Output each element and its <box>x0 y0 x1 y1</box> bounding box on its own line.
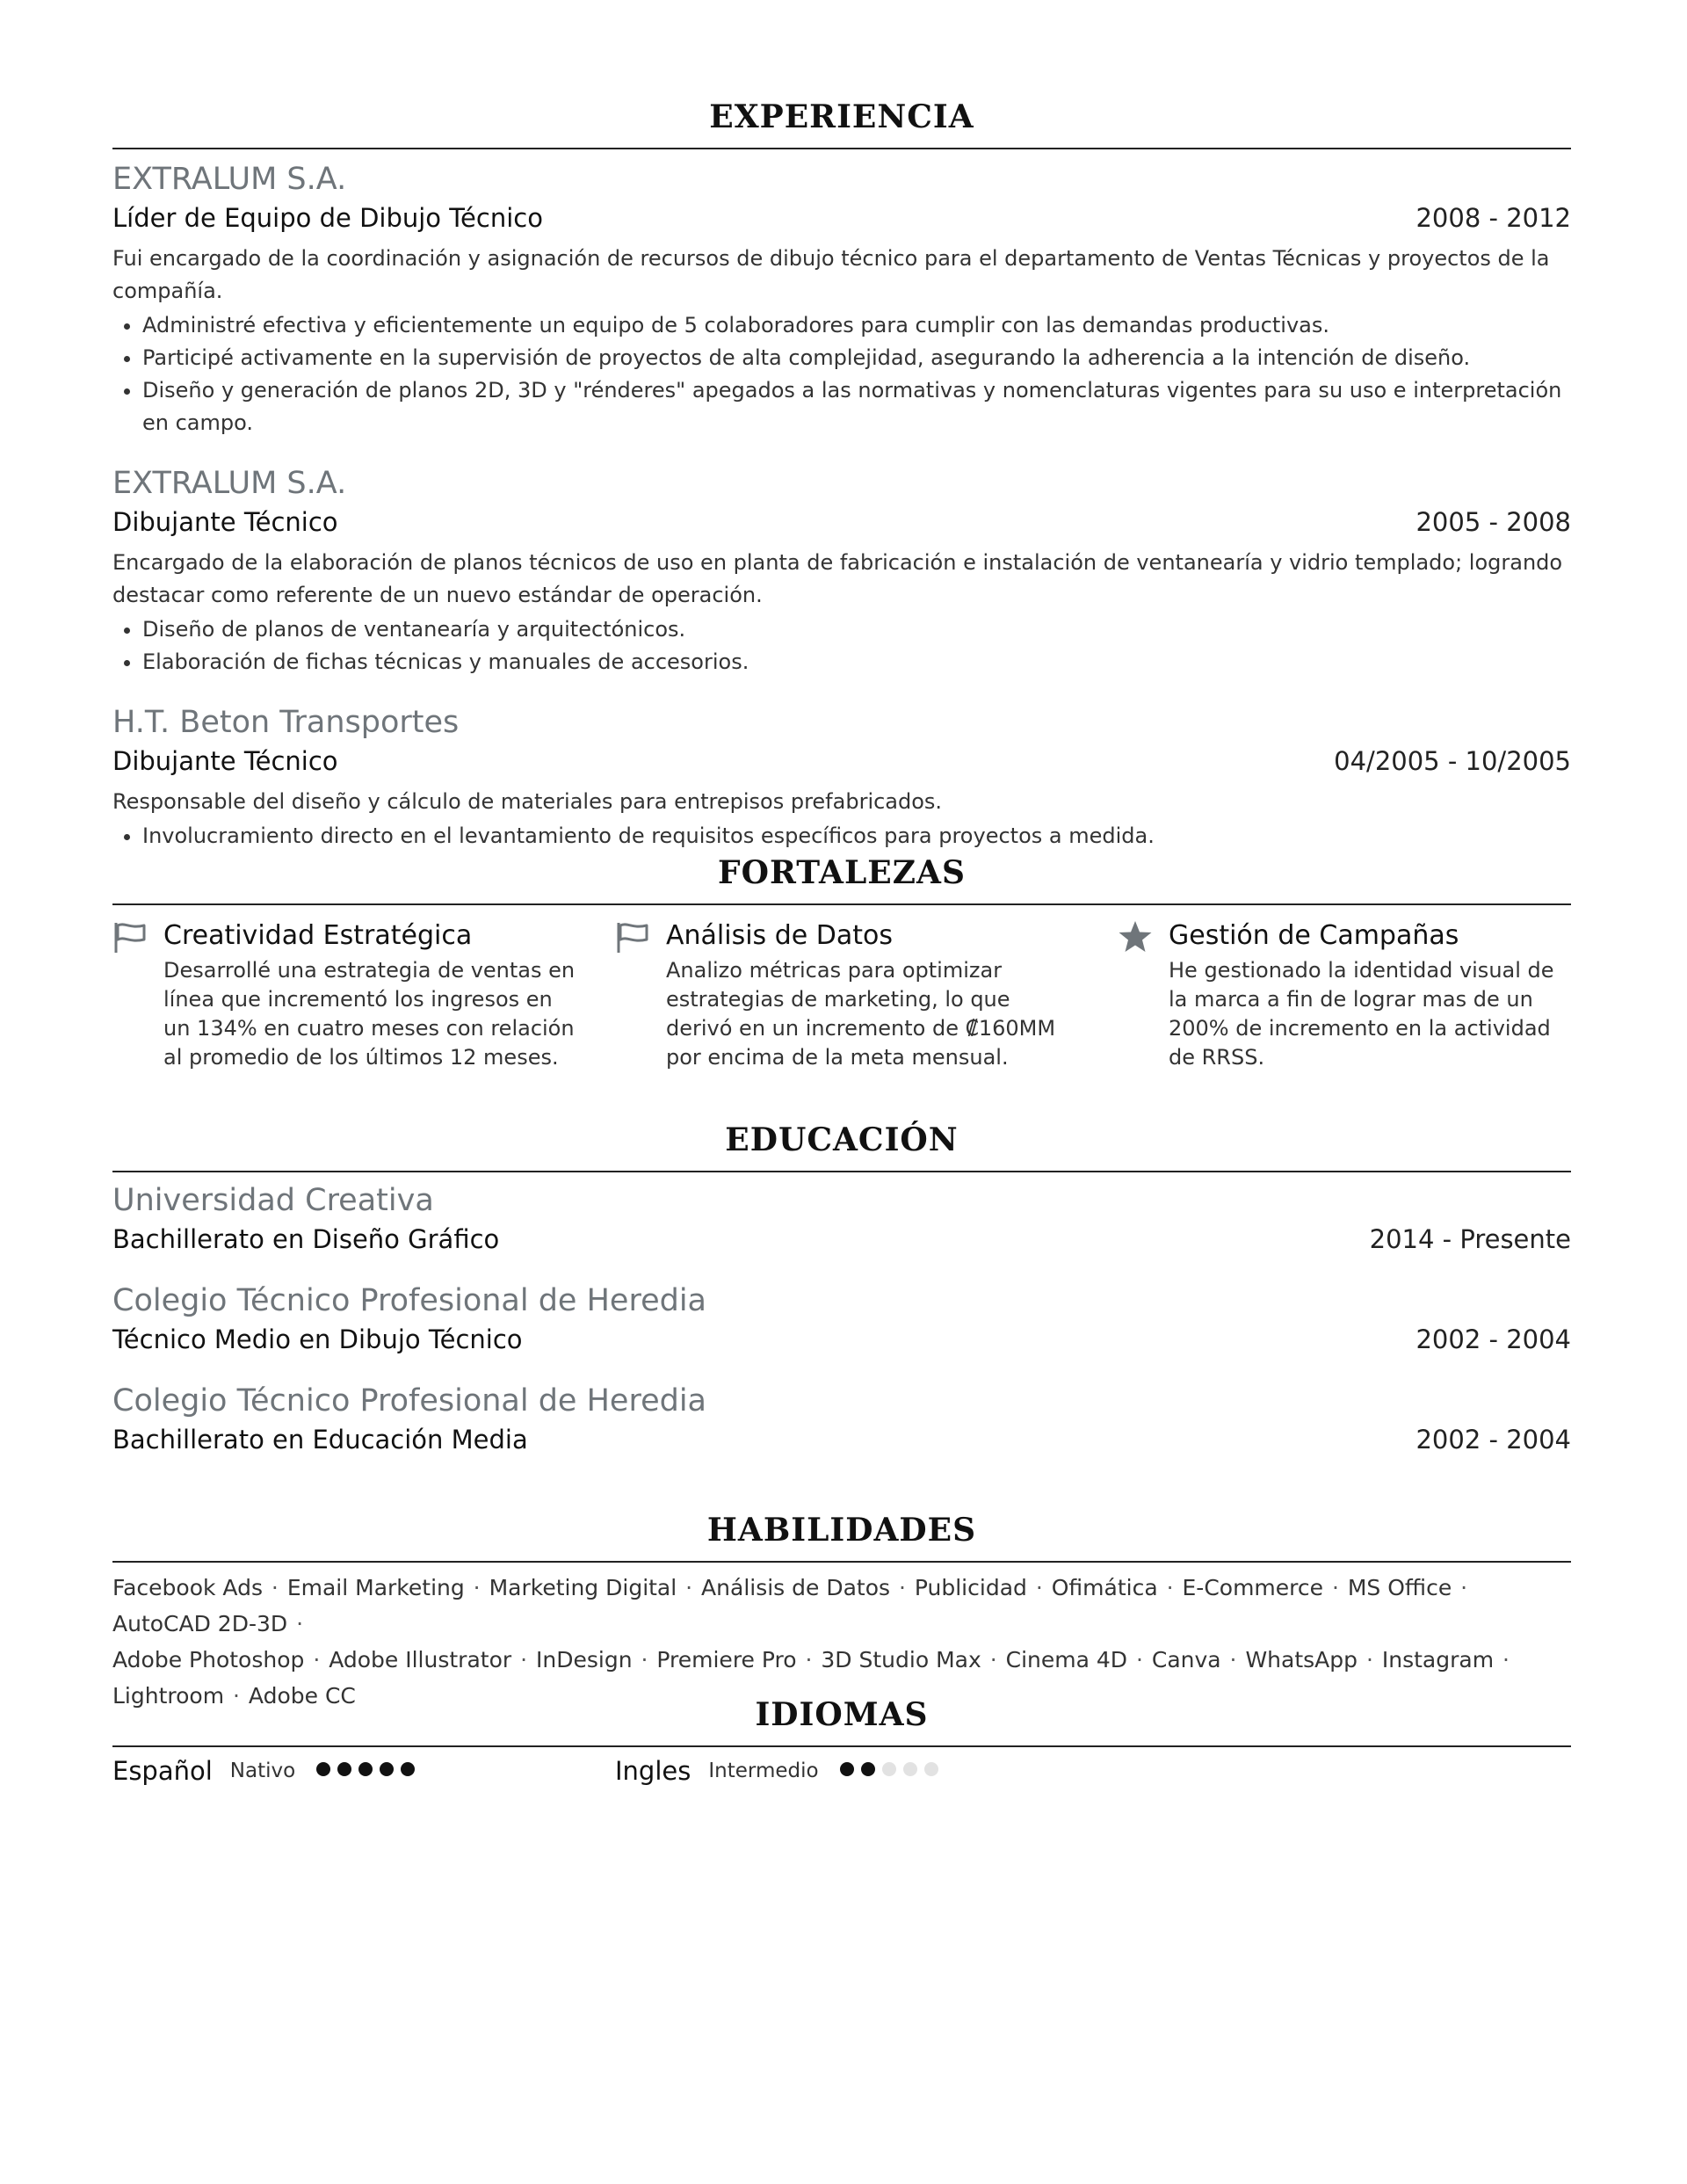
education-item <box>112 1382 1571 1459</box>
job-bullets <box>112 309 1571 439</box>
school-name: Colegio Técnico Profesional de Heredia <box>112 1283 706 1318</box>
job-dates: 2005 - 2008 <box>1415 507 1571 537</box>
skill-item: Publicidad <box>914 1575 1027 1600</box>
strengths-section <box>112 854 1571 1072</box>
company-name: H.T. Beton Transportes <box>112 705 460 740</box>
skill-separator: · <box>798 1647 820 1672</box>
language-rating <box>316 1762 422 1780</box>
section-title-idiomas: IDIOMAS <box>112 1696 1571 1747</box>
rating-dot-empty <box>924 1762 938 1776</box>
degree-name: Bachillerato en Diseño Gráfico <box>112 1224 500 1254</box>
language-level: Nativo <box>229 1760 296 1782</box>
rating-dot-empty <box>882 1762 896 1776</box>
skill-item: Adobe Photoshop <box>112 1647 305 1672</box>
language-item <box>112 1756 615 1786</box>
skill-separator: · <box>306 1647 328 1672</box>
school-name: Universidad Creativa <box>112 1183 434 1218</box>
job-bullets <box>112 820 1571 853</box>
strength-title: Análisis de Datos <box>666 920 893 951</box>
rating-dot-filled <box>380 1762 394 1776</box>
job-dates: 2008 - 2012 <box>1415 203 1571 233</box>
skill-separator: · <box>1359 1647 1380 1672</box>
language-name: Español <box>112 1756 213 1786</box>
bullet-item: • Diseño de planos de ventanearía y arquitectónicos. <box>142 613 1571 646</box>
section-title-habilidades: HABILIDADES <box>112 1512 1571 1563</box>
skill-separator: · <box>1325 1575 1346 1600</box>
job-dates: 04/2005 - 10/2005 <box>1334 746 1571 776</box>
strength-description: Desarrollé una estrategia de ventas en línea que incrementó los ingresos en un 134% en cuatro meses con relación al promedio de los últimos 12 meses. <box>163 958 576 1070</box>
job-bullets <box>112 613 1571 678</box>
skill-separator: · <box>1495 1647 1510 1672</box>
skill-separator: · <box>1159 1575 1181 1600</box>
skill-item: Email Marketing <box>286 1575 465 1600</box>
strength-description: Analizo métricas para optimizar estrategias de marketing, lo que derivó en un incremento de ₡160MM por encima de la meta mensual. <box>666 958 1056 1070</box>
experience-item <box>112 703 1571 853</box>
skill-item: WhatsApp <box>1245 1647 1358 1672</box>
skill-separator: · <box>513 1647 534 1672</box>
strength-item <box>1118 918 1571 1072</box>
skill-separator: · <box>1129 1647 1150 1672</box>
job-title: Dibujante Técnico <box>112 507 338 537</box>
section-title-educacion: EDUCACIÓN <box>112 1121 1571 1172</box>
skill-item: InDesign <box>536 1647 633 1672</box>
education-section <box>112 1121 1571 1459</box>
rating-dot-filled <box>316 1762 330 1776</box>
languages-section <box>112 1696 1571 1786</box>
experience-item <box>112 160 1571 439</box>
skill-item: AutoCAD 2D-3D <box>112 1611 288 1636</box>
skill-item: Lightroom <box>112 1683 225 1709</box>
skill-item: Canva <box>1151 1647 1221 1672</box>
company-name: EXTRALUM S.A. <box>112 466 347 501</box>
strength-description: He gestionado la identidad visual de la marca a fin de lograr mas de un 200% de incremento en la actividad de RRSS. <box>1169 958 1554 1070</box>
rating-dot-filled <box>401 1762 415 1776</box>
job-description: Responsable del diseño y cálculo de materiales para entrepisos prefabricados. <box>112 789 943 814</box>
skill-separator: · <box>1453 1575 1468 1600</box>
rating-dot-filled <box>337 1762 351 1776</box>
skill-separator: · <box>1028 1575 1050 1600</box>
job-description: Fui encargado de la coordinación y asignación de recursos de dibujo técnico para el departamento de Ventas Técnicas y proyectos de la compañía. <box>112 246 1550 303</box>
skill-separator: · <box>634 1647 655 1672</box>
bullet-item: • Involucramiento directo en el levantamiento de requisitos específicos para proyectos a medida. <box>142 820 1571 853</box>
job-title: Dibujante Técnico <box>112 746 338 776</box>
company-name: EXTRALUM S.A. <box>112 162 347 197</box>
education-dates: 2002 - 2004 <box>1415 1324 1571 1354</box>
school-name: Colegio Técnico Profesional de Heredia <box>112 1383 706 1419</box>
bullet-item: • Administré efectiva y eficientemente un equipo de 5 colaboradores para cumplir con las demandas productivas. <box>142 309 1571 342</box>
strength-title: Gestión de Campañas <box>1169 920 1459 951</box>
degree-name: Técnico Medio en Dibujo Técnico <box>112 1324 523 1354</box>
bullet-item: • Elaboración de fichas técnicas y manuales de accesorios. <box>142 646 1571 678</box>
strength-title: Creatividad Estratégica <box>163 920 473 951</box>
skill-item: E-Commerce <box>1182 1575 1324 1600</box>
rating-dot-filled <box>840 1762 854 1776</box>
skill-separator: · <box>264 1575 286 1600</box>
languages-list <box>112 1756 1571 1786</box>
skill-item: Instagram <box>1381 1647 1495 1672</box>
skills-section <box>112 1512 1571 1714</box>
skill-separator: · <box>226 1683 247 1709</box>
skill-item: Análisis de Datos <box>701 1575 891 1600</box>
skill-separator: · <box>892 1575 913 1600</box>
skill-item: MS Office <box>1347 1575 1452 1600</box>
education-item <box>112 1281 1571 1359</box>
language-item <box>615 1756 1118 1786</box>
language-level: Intermedio <box>708 1760 819 1782</box>
experience-item <box>112 464 1571 678</box>
skill-item: Premiere Pro <box>656 1647 797 1672</box>
language-rating <box>840 1762 945 1780</box>
section-title-fortalezas: FORTALEZAS <box>112 854 1571 905</box>
star-icon <box>1118 918 1169 1072</box>
job-title: Líder de Equipo de Dibujo Técnico <box>112 203 543 233</box>
skill-separator: · <box>466 1575 488 1600</box>
experience-section <box>112 98 1571 853</box>
skill-item: Cinema 4D <box>1005 1647 1128 1672</box>
rating-dot-filled <box>358 1762 373 1776</box>
job-description: Encargado de la elaboración de planos técnicos de uso en planta de fabricación e instalación de ventanearía y vidrio templado; logrando destacar como referente de un nuevo estándar de operación. <box>112 550 1563 607</box>
skill-separator: · <box>1222 1647 1244 1672</box>
skills-list <box>112 1570 1571 1714</box>
education-item <box>112 1181 1571 1259</box>
language-name: Ingles <box>615 1756 691 1786</box>
rating-dot-filled <box>861 1762 875 1776</box>
flag-icon <box>112 918 163 1072</box>
section-title-experiencia: EXPERIENCIA <box>112 98 1571 149</box>
skill-item: Ofimática <box>1051 1575 1158 1600</box>
skill-separator: · <box>982 1647 1004 1672</box>
education-dates: 2002 - 2004 <box>1415 1425 1571 1455</box>
skill-item: Adobe CC <box>248 1683 356 1709</box>
education-dates: 2014 - Presente <box>1369 1224 1571 1254</box>
skill-item: 3D Studio Max <box>821 1647 981 1672</box>
strength-item <box>112 918 615 1072</box>
strengths-grid <box>112 918 1571 1072</box>
skills-line <box>112 1570 1571 1642</box>
skill-item: Marketing Digital <box>489 1575 677 1600</box>
flag-icon <box>615 918 666 1072</box>
skill-separator: · <box>678 1575 700 1600</box>
skill-item: Facebook Ads <box>112 1575 263 1600</box>
rating-dot-empty <box>903 1762 917 1776</box>
skill-separator: · <box>289 1611 304 1636</box>
skill-item: Adobe Illustrator <box>329 1647 512 1672</box>
bullet-item: • Participé activamente en la supervisión de proyectos de alta complejidad, asegurando la adherencia a la intención de diseño. <box>142 342 1571 374</box>
bullet-item: • Diseño y generación de planos 2D, 3D y "rénderes" apegados a las normativas y nomenclaturas vigentes para su uso e interpretación en campo. <box>142 374 1571 439</box>
degree-name: Bachillerato en Educación Media <box>112 1425 528 1455</box>
strength-item <box>615 918 1118 1072</box>
